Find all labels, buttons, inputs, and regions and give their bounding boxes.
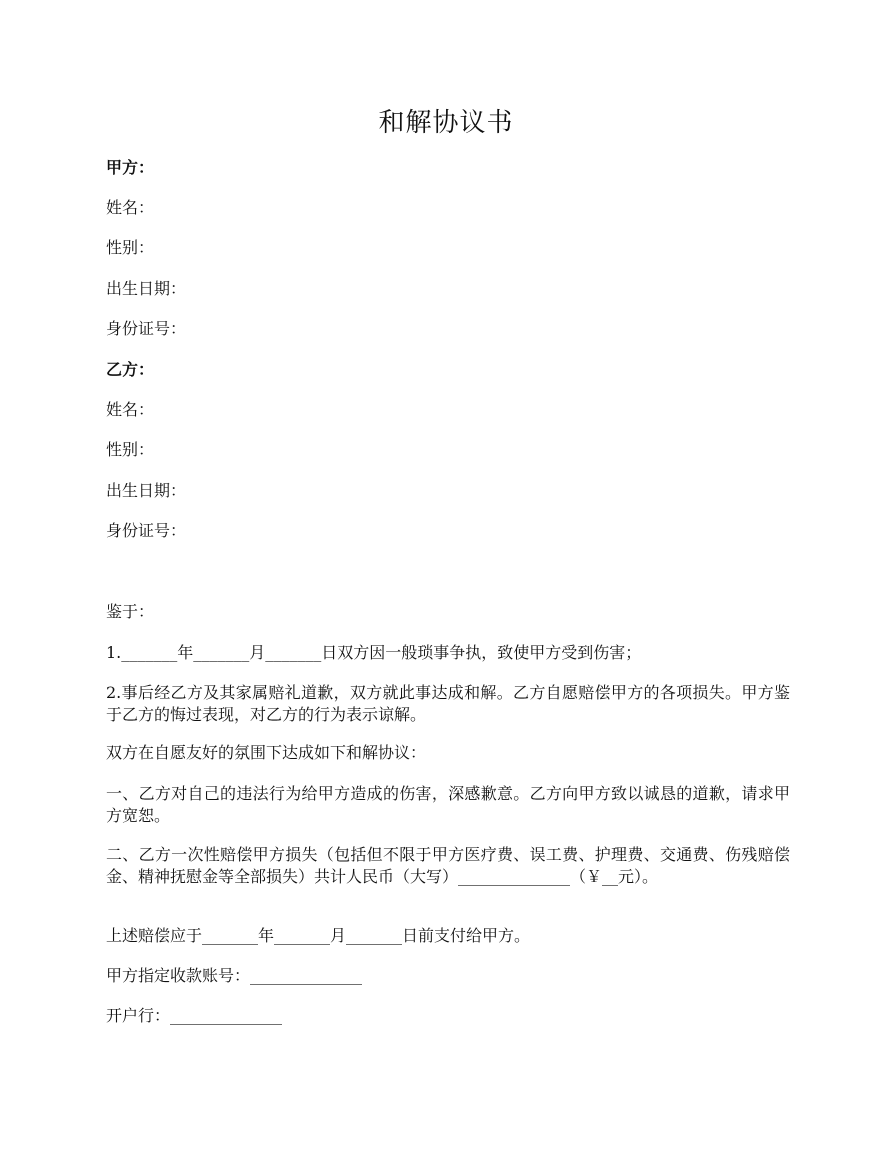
recital-item-2: 2.事后经乙方及其家属赔礼道歉，双方就此事达成和解。乙方自愿赔偿甲方的各项损失。甲方鉴于乙方的悔过表现，对乙方的行为表示谅解。	[106, 683, 790, 724]
party-b-name-label: 姓名：	[106, 400, 155, 419]
document-title: 和解协议书	[378, 108, 514, 138]
clause-1: 一、乙方对自己的违法行为给甲方造成的伤害，深感歉意。乙方向甲方致以诚恳的道歉，请求甲方宽恕。	[106, 784, 790, 825]
party-b-birth-label: 出生日期：	[106, 481, 187, 500]
recital-item-1: 1._______年_______月_______日双方因一般琐事争执，致使甲方受到伤害；	[106, 643, 642, 662]
payment-deadline: 上述赔偿应于_______年_______月_______日前支付给甲方。	[106, 926, 531, 945]
agreement-intro: 双方在自愿友好的氛围下达成如下和解协议：	[106, 743, 427, 762]
party-a-birth-label: 出生日期：	[106, 279, 187, 298]
party-b-gender-label: 性别：	[106, 440, 155, 459]
party-b-id-label: 身份证号：	[106, 521, 187, 540]
whereas-heading: 鉴于：	[106, 602, 155, 621]
payee-account: 甲方指定收款账号：______________	[106, 966, 363, 985]
party-a-id-label: 身份证号：	[106, 319, 187, 338]
party-b-heading: 乙方：	[106, 360, 155, 379]
clause-2: 二、乙方一次性赔偿甲方损失（包括但不限于甲方医疗费、误工费、护理费、交通费、伤残赔偿金、精神抚慰金等全部损失）共计人民币（大写）______________（￥__元）。	[106, 845, 790, 886]
opening-bank: 开户行：______________	[106, 1006, 283, 1025]
party-a-gender-label: 性别：	[106, 238, 155, 257]
party-a-name-label: 姓名：	[106, 198, 155, 217]
party-a-heading: 甲方：	[106, 158, 155, 177]
